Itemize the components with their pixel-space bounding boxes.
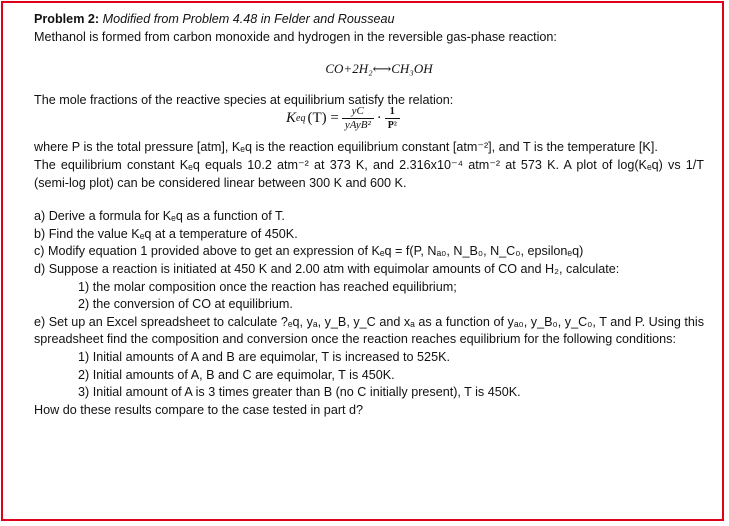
relation-intro: The mole fractions of the reactive species at equilibrium satisfy the relation:	[34, 92, 454, 107]
where-text: where P is the total pressure [atm], Kₑq is the reaction equilibrium constant [atm⁻²], and T is the temperature [K].	[34, 140, 658, 155]
problem-page	[1, 1, 724, 521]
eq-frac2-num: 1	[389, 106, 395, 118]
part-b: b) Find the value Kₑq at a temperature of 450K.	[34, 226, 298, 241]
part-e: e) Set up an Excel spreadsheet to calculate ?ₑq, yₐ, y_B, y_C and xₐ as a function of yₐ₀, y_B₀, y_C₀, T and P. Using this spreadsheet find the composition and conversion once the reaction reaches equilibrium for the following conditions:	[34, 314, 704, 347]
part-d: d) Suppose a reaction is initiated at 450 K and 2.00 atm with equimolar amounts of CO and H₂, calculate:	[34, 261, 620, 276]
part-e-item-3: 3) Initial amount of A is 3 times greater than B (no C initially present), T is 450K.	[78, 385, 521, 400]
eq-lhs-sub: eq	[296, 113, 306, 125]
problem-source: Modified from Problem 4.48 in Felder and Rousseau	[99, 12, 395, 26]
closing-question: How do these results compare to the case tested in part d?	[34, 402, 364, 417]
eq-fraction-1	[342, 105, 374, 132]
eq-frac1-den: yAyB²	[342, 118, 374, 132]
eq-lhs: K	[286, 110, 297, 127]
part-c: c) Modify equation 1 provided above to get an expression of Kₑq = f(P, Nₐ₀, N_B₀, N_C₀, epsilonₑq)	[34, 244, 584, 259]
eq-fraction-2	[385, 105, 400, 132]
eq-frac2-den: P²	[385, 118, 400, 132]
part-e-item-2: 2) Initial amounts of A, B and C are equimolar, T is 450K.	[78, 367, 395, 382]
part-d-item-2: 2) the conversion of CO at equilibrium.	[78, 297, 293, 312]
eq-lhs-arg: (T) =	[307, 110, 339, 127]
reaction-equation: CO+2H₂⟷CH₃OH	[325, 61, 433, 77]
equilibrium-equation	[34, 105, 704, 139]
eq-dot: ·	[376, 110, 382, 127]
part-d-item-1: 1) the molar composition once the reaction has reached equilibrium;	[78, 279, 457, 294]
constant-text: The equilibrium constant Kₑq equals 10.2 atm⁻² at 373 K, and 2.316x10⁻⁴ atm⁻² at 573 K. A plot of log(Kₑq) vs 1/T (semi-log plot) can be considered linear between 300 K and 600 K.	[34, 157, 704, 190]
part-e-item-1: 1) Initial amounts of A and B are equimolar, T is increased to 525K.	[78, 349, 450, 364]
intro-text: Methanol is formed from carbon monoxide and hydrogen in the reversible gas-phase reaction:	[34, 29, 557, 44]
problem-title	[34, 11, 704, 29]
problem-number: Problem 2:	[34, 12, 100, 26]
problem-content	[34, 11, 704, 419]
eq-frac1-num: yC	[351, 105, 364, 118]
part-a: a) Derive a formula for Kₑq as a function of T.	[34, 209, 285, 224]
